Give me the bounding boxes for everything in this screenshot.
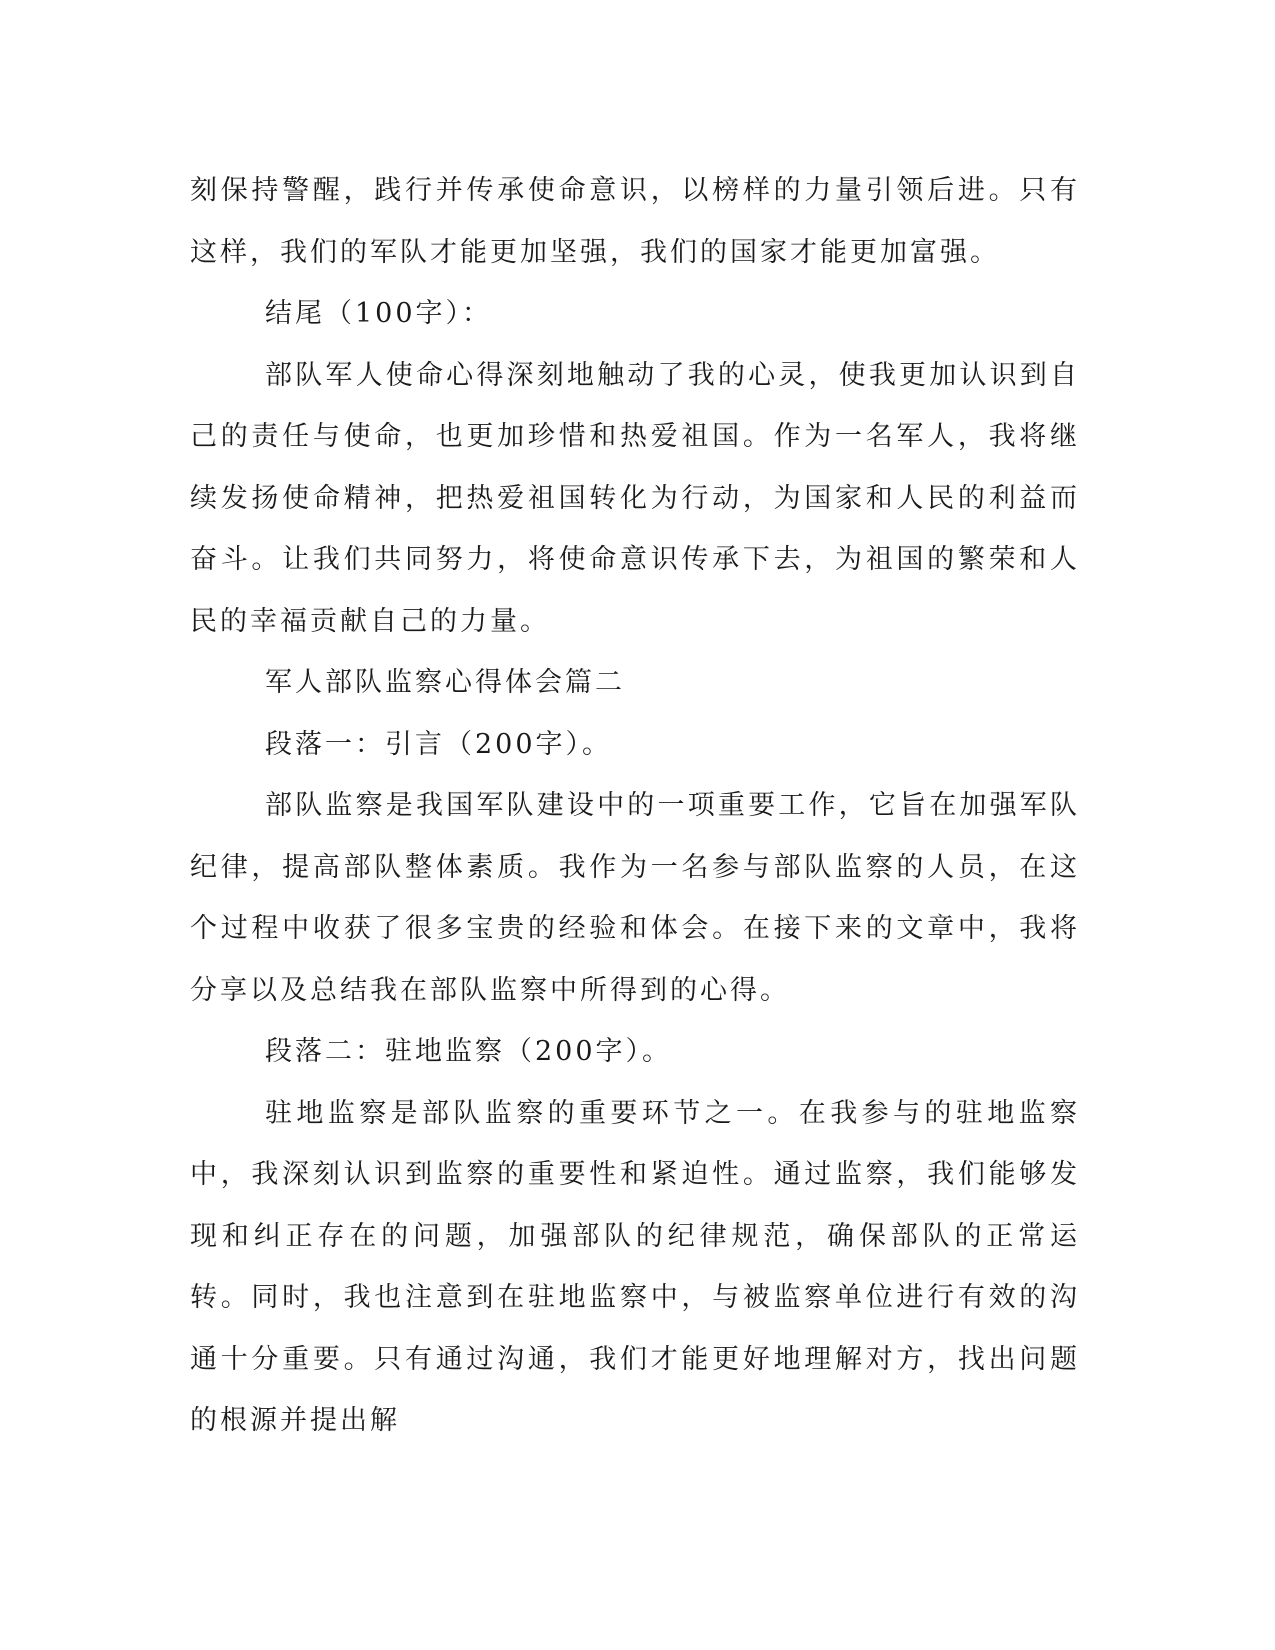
paragraph-conclusion: 部队军人使命心得深刻地触动了我的心灵，使我更加认识到自己的责任与使命，也更加珍惜和热爱祖国。作为一名军人，我将继续发扬使命精神，把热爱祖国转化为行动，为国家和人民的利益而奋斗。让我们共同努力，将使命意识传承下去，为祖国的繁荣和人民的幸福贡献自己的力量。 <box>190 359 1080 637</box>
article-title-part-two: 军人部队监察心得体会篇二 <box>265 667 625 698</box>
heading-section-one: 段落一：引言（200字）。 <box>265 728 613 760</box>
paragraph-introduction: 部队监察是我国军队建设中的一项重要工作，它旨在加强军队纪律，提高部队整体素质。我作为一名参与部队监察的人员，在这个过程中收获了很多宝贵的经验和体会。在接下来的文章中，我将分享以及总结我在部队监察中所得到的心得。 <box>190 790 1080 1006</box>
paragraph-station-inspection: 驻地监察是部队监察的重要环节之一。在我参与的驻地监察中，我深刻认识到监察的重要性和紧迫性。通过监察，我们能够发现和纠正存在的问题，加强部队的纪律规范，确保部队的正常运转。同时，我也注意到在驻地监察中，与被监察单位进行有效的沟通十分重要。只有通过沟通，我们才能更好地理解对方，找出问题的根源并提出解 <box>190 1097 1080 1436</box>
paragraph-continuation: 刻保持警醒，践行并传承使命意识，以榜样的力量引领后进。只有这样，我们的军队才能更加坚强，我们的国家才能更加富强。 <box>190 175 1080 268</box>
heading-conclusion: 结尾（100字）： <box>265 298 493 329</box>
heading-section-two: 段落二：驻地监察（200字）。 <box>265 1036 673 1067</box>
document-body <box>190 160 1080 1452</box>
